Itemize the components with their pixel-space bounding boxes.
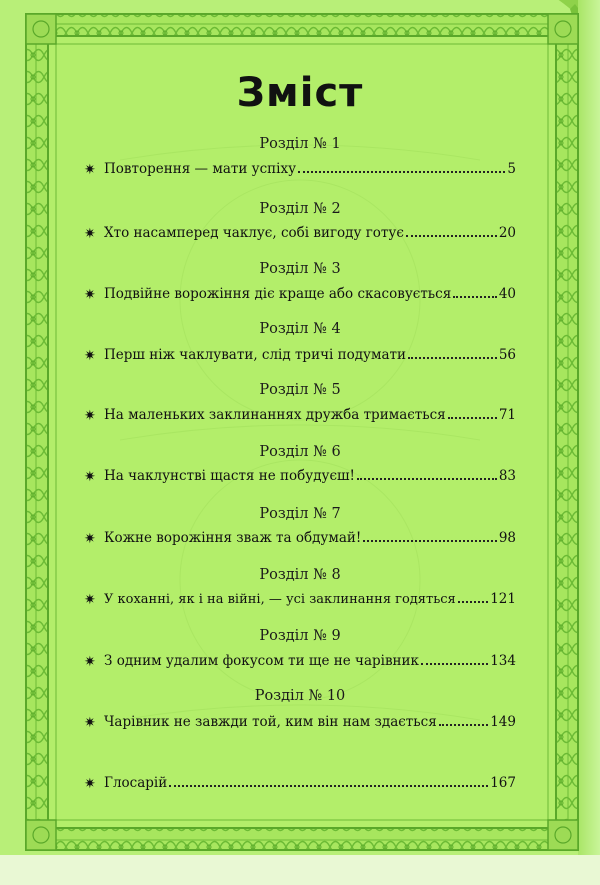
dot-leader xyxy=(363,540,496,542)
dot-leader xyxy=(439,724,489,726)
chapter-heading: Розділ № 6 xyxy=(259,444,341,460)
toc-entry[interactable] xyxy=(84,341,516,363)
toc-entry-title: На чаклунстві щастя не побудуєш! xyxy=(104,468,355,484)
toc-page-number: 167 xyxy=(490,775,516,791)
toc-entry[interactable] xyxy=(84,708,516,730)
chapter-heading: Розділ № 1 xyxy=(259,136,341,152)
star-bullet-icon: ✷ xyxy=(84,408,96,424)
toc-entry[interactable] xyxy=(84,462,516,484)
dot-leader xyxy=(298,171,505,173)
dot-leader xyxy=(408,357,497,359)
dot-leader xyxy=(458,601,488,603)
toc-entry[interactable] xyxy=(84,524,516,546)
toc-page-number: 40 xyxy=(498,286,516,302)
toc-entry-title: Хто насамперед чаклує, собі вигоду готує xyxy=(104,225,404,241)
toc-entry-title: У коханні, як і на війні, — усі заклинання годяться xyxy=(104,592,456,607)
dot-leader xyxy=(421,663,488,665)
chapter-heading: Розділ № 8 xyxy=(259,567,341,583)
chapter-heading: Розділ № 7 xyxy=(259,506,341,522)
chapter-heading: Розділ № 5 xyxy=(259,382,341,398)
chapter-heading: Розділ № 9 xyxy=(259,628,341,644)
toc-page-number: 98 xyxy=(498,530,516,546)
chapter-heading: Розділ № 4 xyxy=(259,321,341,337)
toc-entry[interactable] xyxy=(84,280,516,302)
chapter-heading: Розділ № 3 xyxy=(259,261,341,277)
toc-entry-title: Повторення — мати успіху xyxy=(104,161,297,177)
star-bullet-icon: ✷ xyxy=(84,287,96,303)
page-title: Зміст xyxy=(236,70,364,116)
dot-leader xyxy=(453,296,497,298)
dot-leader xyxy=(357,478,497,480)
toc-entry[interactable] xyxy=(84,585,516,607)
toc-page-number: 121 xyxy=(490,591,516,607)
star-bullet-icon: ✷ xyxy=(84,592,96,608)
dot-leader xyxy=(169,785,488,787)
toc-entry[interactable] xyxy=(84,401,516,423)
toc-entry-title: Кожне ворожіння зваж та обдумай! xyxy=(104,530,362,546)
toc-page-number: 83 xyxy=(498,468,516,484)
toc-page-number: 71 xyxy=(498,407,516,423)
toc-page-number: 149 xyxy=(490,714,516,730)
toc-page-number: 20 xyxy=(498,225,516,241)
toc-entry-glossary[interactable] xyxy=(84,769,516,791)
toc-page-number: 56 xyxy=(498,347,516,363)
star-bullet-icon: ✷ xyxy=(84,654,96,670)
toc-entry[interactable] xyxy=(84,219,516,241)
dot-leader xyxy=(448,417,497,419)
toc-entry-title: З одним удалим фокусом ти ще не чарівник xyxy=(104,653,419,669)
star-bullet-icon: ✷ xyxy=(84,531,96,547)
toc-page-number: 134 xyxy=(490,653,516,669)
star-bullet-icon: ✷ xyxy=(84,348,96,364)
dot-leader xyxy=(406,235,497,237)
toc-entry-title: Чарівник не завжди той, ким він нам здається xyxy=(104,714,437,730)
chapter-heading: Розділ № 10 xyxy=(254,688,346,704)
toc-entry[interactable] xyxy=(84,647,516,669)
toc-entry-title: Подвійне ворожіння діє краще або скасовується xyxy=(104,286,452,302)
toc-page-number: 5 xyxy=(507,161,516,177)
toc-entry-title: Перш ніж чаклувати, слід тричі подумати xyxy=(104,347,406,363)
star-bullet-icon: ✷ xyxy=(84,469,96,485)
star-bullet-icon: ✷ xyxy=(84,226,96,242)
chapter-heading: Розділ № 2 xyxy=(259,201,341,217)
toc-entry[interactable] xyxy=(84,155,516,177)
star-bullet-icon: ✷ xyxy=(84,776,96,792)
star-bullet-icon: ✷ xyxy=(84,715,96,731)
toc-entry-title: На маленьких заклинаннях дружба тримається xyxy=(104,407,446,423)
toc-entry-title: Глосарій xyxy=(104,775,168,791)
star-bullet-icon: ✷ xyxy=(84,162,96,178)
